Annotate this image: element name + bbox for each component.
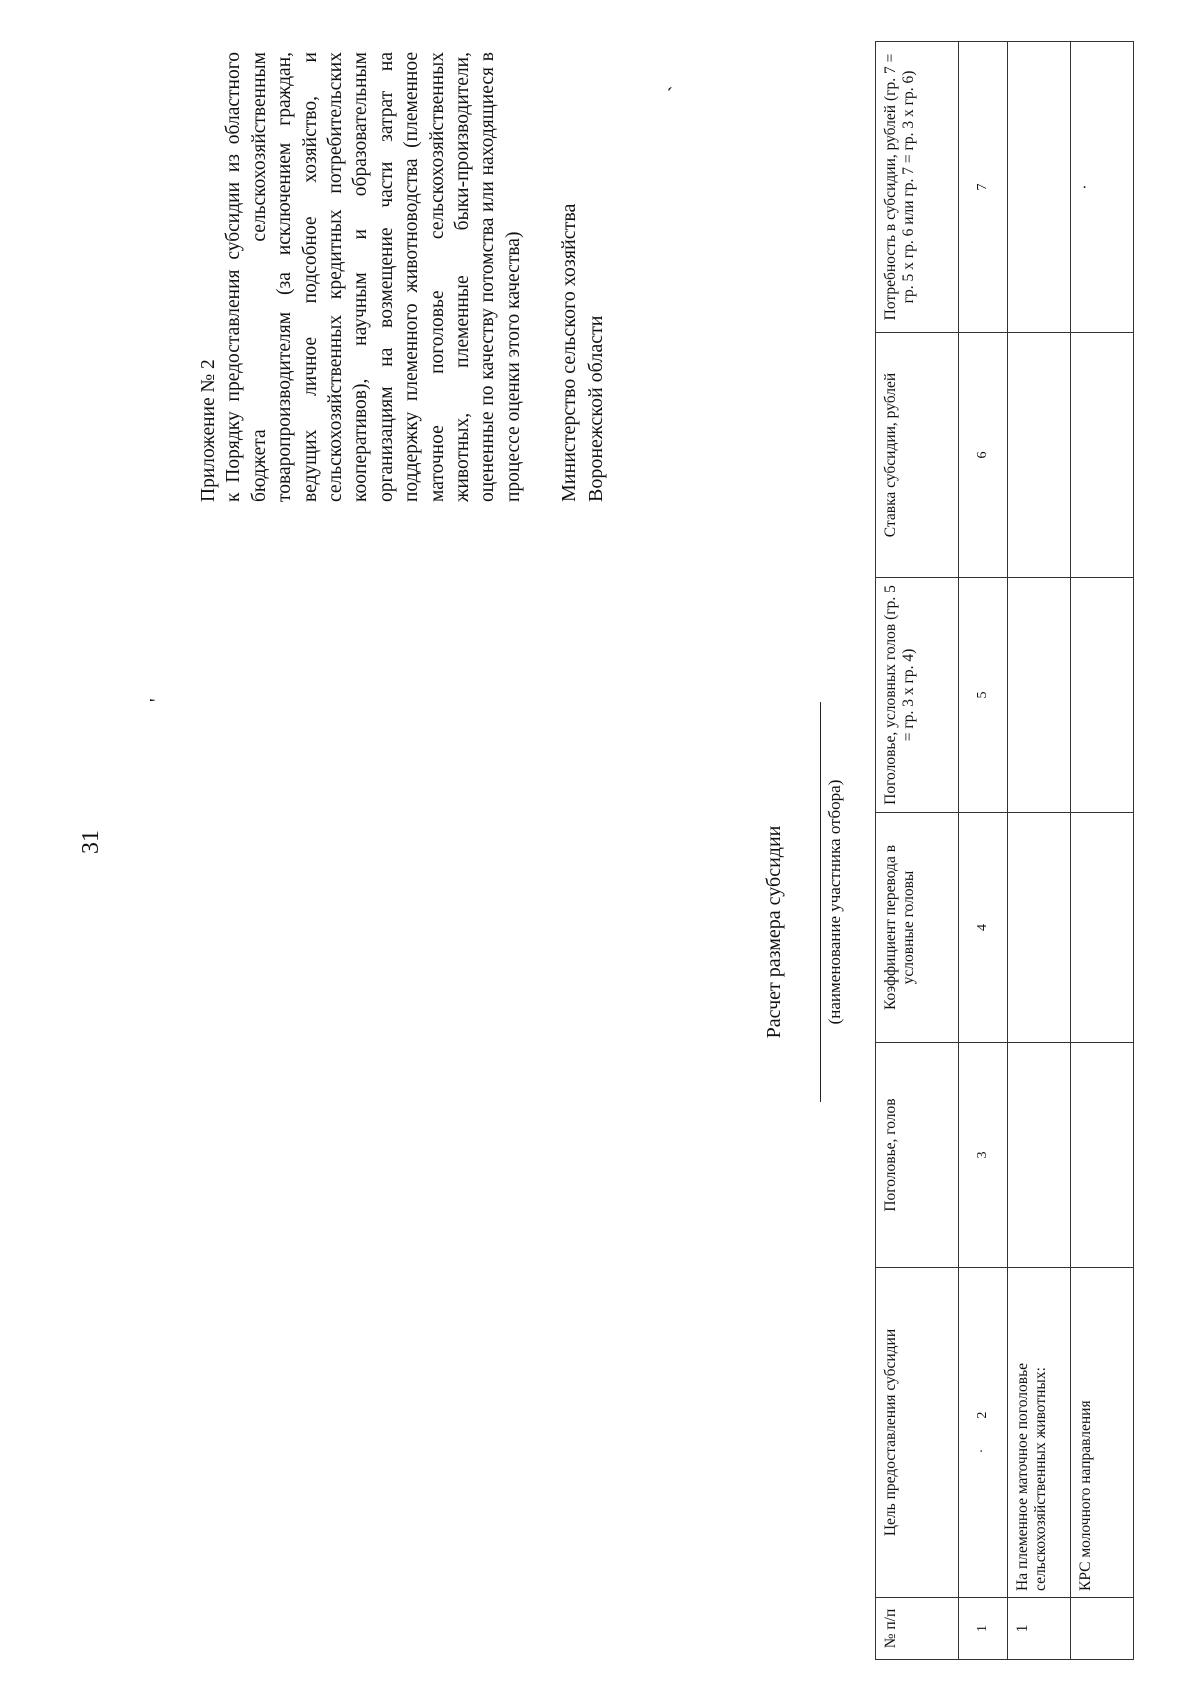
goal-cell: КРС молочного направления xyxy=(1071,1268,1134,1598)
header-cell: № п/п xyxy=(876,1598,959,1660)
header-cell: Коэффициент перевода в условные головы xyxy=(876,813,959,1043)
table-row xyxy=(1008,42,1071,1660)
ministry-block xyxy=(556,52,610,502)
header-cell: Потребность в субсидии, рублей (гр. 7 = гр. 5 х гр. 6 или гр. 7 = гр. 3 х гр. 6) xyxy=(876,42,959,333)
page-number: 31 xyxy=(78,830,104,854)
appendix-body: к Порядку предоставления субсидии из областного бюджета сельскохозяйственным товаропроизводителям (за исключением граждан, ведущих личное подсобное хозяйство, и сельскохозяйственных кредитных потребительских кооперативов), научным и образовательным организациям на возмещение части затрат на поддержку племенного животноводства (племенное маточное поголовье сельскохозяйственных животных, племенные быки-производители, оцененные по качеству потомства или находящиеся в процессе оценки этого качества) xyxy=(223,52,524,502)
empty-cell xyxy=(1071,333,1134,578)
participant-caption: (наименование участника отбора) xyxy=(820,702,845,1102)
ministry-line-1: Министерство сельского хозяйства xyxy=(558,203,581,502)
column-number-cell: 3 xyxy=(959,1043,1008,1268)
table-header-row xyxy=(876,42,959,1660)
empty-cell xyxy=(1008,333,1071,578)
empty-cell xyxy=(1008,578,1071,813)
empty-cell xyxy=(1071,1043,1134,1268)
header-cell: Ставка субсидии, рублей xyxy=(876,333,959,578)
calc-title: Расчет размера субсидии xyxy=(763,825,785,1039)
stray-mark: ' xyxy=(146,698,168,702)
appendix-block xyxy=(196,52,610,502)
empty-cell: · xyxy=(1071,42,1134,333)
header-cell: Поголовье, условных голов (гр. 5 = гр. 3 х гр. 4) xyxy=(876,578,959,813)
stray-dot: · xyxy=(975,1448,990,1454)
column-number-row xyxy=(959,42,1008,1660)
subsidy-table xyxy=(875,41,1134,1660)
header-cell: Цель предоставления субсидии xyxy=(876,1268,959,1598)
row-number-cell xyxy=(1071,1598,1134,1660)
column-number-cell: 7 xyxy=(959,42,1008,333)
table-row xyxy=(1071,42,1134,1660)
goal-cell: На племенное маточное поголовье сельскохозяйственных животных: xyxy=(1008,1268,1071,1598)
ministry-line-2: Воронежской области xyxy=(585,315,608,502)
row-number-cell: 1 xyxy=(1008,1598,1071,1660)
empty-cell xyxy=(1008,1043,1071,1268)
column-number-cell: 4 xyxy=(959,813,1008,1043)
column-number-cell xyxy=(959,1268,1008,1598)
empty-cell xyxy=(1008,813,1071,1043)
empty-cell xyxy=(1008,42,1071,333)
header-cell: Поголовье, голов xyxy=(876,1043,959,1268)
appendix-title: Приложение № 2 xyxy=(198,359,219,502)
empty-cell xyxy=(1071,813,1134,1043)
column-number: 2 xyxy=(975,1411,990,1419)
column-number-cell: 6 xyxy=(959,333,1008,578)
column-number-cell: 1 xyxy=(959,1598,1008,1660)
stray-mark: ˏ xyxy=(650,85,672,92)
empty-cell xyxy=(1071,578,1134,813)
column-number-cell: 5 xyxy=(959,578,1008,813)
